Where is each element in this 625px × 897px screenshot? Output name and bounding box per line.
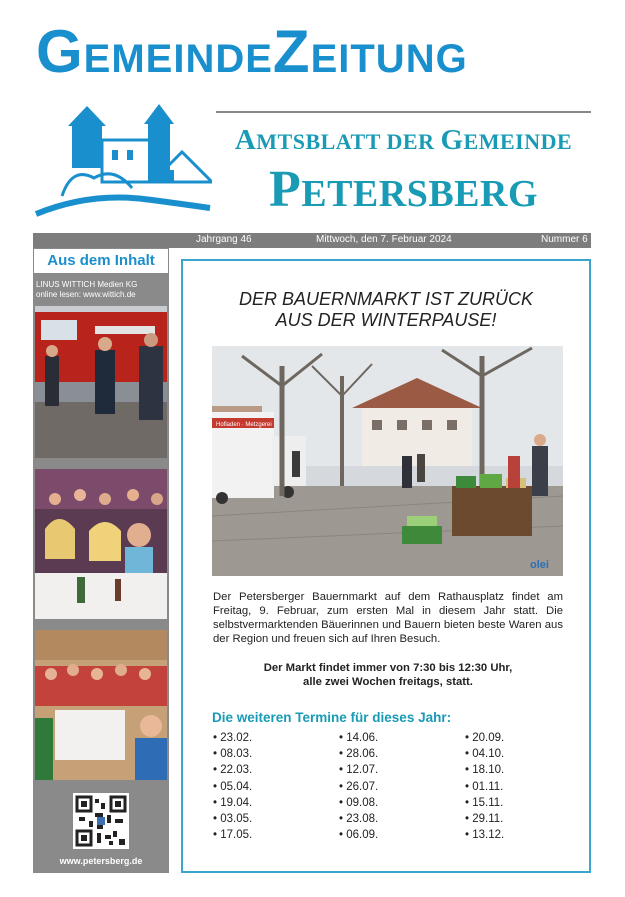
newspaper-title: GEMEINDEZEITUNG: [36, 18, 468, 85]
masthead-rule: [216, 111, 591, 113]
issue-number: Nummer 6: [541, 234, 588, 245]
publisher-info: LINUS WITTICH Medien KG online lesen: www.wittich.de: [36, 280, 138, 299]
date-item: • 06.09.: [339, 827, 378, 843]
date-item: • 01.11.: [465, 779, 504, 795]
municipality-name: PETERSBERG: [268, 161, 539, 218]
date-item: • 28.06.: [339, 746, 378, 762]
dates-column-1: [213, 730, 252, 843]
date-item: • 08.03.: [213, 746, 252, 762]
date-item: • 05.04.: [213, 779, 252, 795]
dates-column-2: [339, 730, 378, 843]
date-item: • 09.08.: [339, 795, 378, 811]
date-item: • 15.11.: [465, 795, 504, 811]
article-headline: DER BAUERNMARKT IST ZURÜCK AUS DER WINTERPAUSE!: [238, 289, 534, 330]
carnival-group-photo: [35, 630, 167, 780]
date-item: • 19.04.: [213, 795, 252, 811]
volume-label: Jahrgang 46: [196, 234, 252, 245]
truck-sign: Hofladen · Metzgerei: [216, 422, 272, 428]
market-hours: Der Markt findet immer von 7:30 bis 12:30 Uhr, alle zwei Wochen freitags, statt.: [263, 662, 513, 688]
date-item: • 20.09.: [465, 730, 504, 746]
website-link[interactable]: www.petersberg.de: [59, 856, 143, 866]
fire-department-photo: [35, 306, 167, 458]
date-item: • 22.03.: [213, 762, 252, 778]
date-item: • 18.10.: [465, 762, 504, 778]
contents-heading: Aus dem Inhalt: [33, 248, 169, 274]
date-item: • 26.07.: [339, 779, 378, 795]
issue-info-bar: [33, 233, 591, 248]
masthead-subtitle: AMTSBLATT DER GEMEINDE: [234, 124, 573, 156]
date-item: • 14.06.: [339, 730, 378, 746]
date-item: • 04.10.: [465, 746, 504, 762]
date-item: • 12.07.: [339, 762, 378, 778]
date-item: • 23.08.: [339, 811, 378, 827]
dates-column-3: [465, 730, 504, 843]
date-item: • 29.11.: [465, 811, 504, 827]
date-item: • 03.05.: [213, 811, 252, 827]
contents-sidebar: [33, 248, 169, 873]
date-item: • 13.12.: [465, 827, 504, 843]
qr-code-icon: [73, 793, 129, 849]
castle-logo-icon: [32, 96, 212, 221]
dates-heading: Die weiteren Termine für dieses Jahr:: [212, 710, 452, 725]
article-box: [181, 259, 591, 873]
market-photo: [212, 346, 563, 576]
carnival-party-photo: [35, 469, 167, 619]
photo-credit: olei: [530, 559, 549, 571]
issue-date: Mittwoch, den 7. Februar 2024: [316, 234, 452, 245]
date-item: • 23.02.: [213, 730, 252, 746]
article-body: Der Petersberger Bauernmarkt auf dem Rathausplatz findet am Freitag, 9. Februar, zum ersten Mal in diesem Jahr statt. Die selbstvermarktenden Bäuerinnen und Bauern bieten beste Waren aus der Region und freuen sich auf Ihren Besuch.: [213, 591, 563, 645]
date-item: • 17.05.: [213, 827, 252, 843]
